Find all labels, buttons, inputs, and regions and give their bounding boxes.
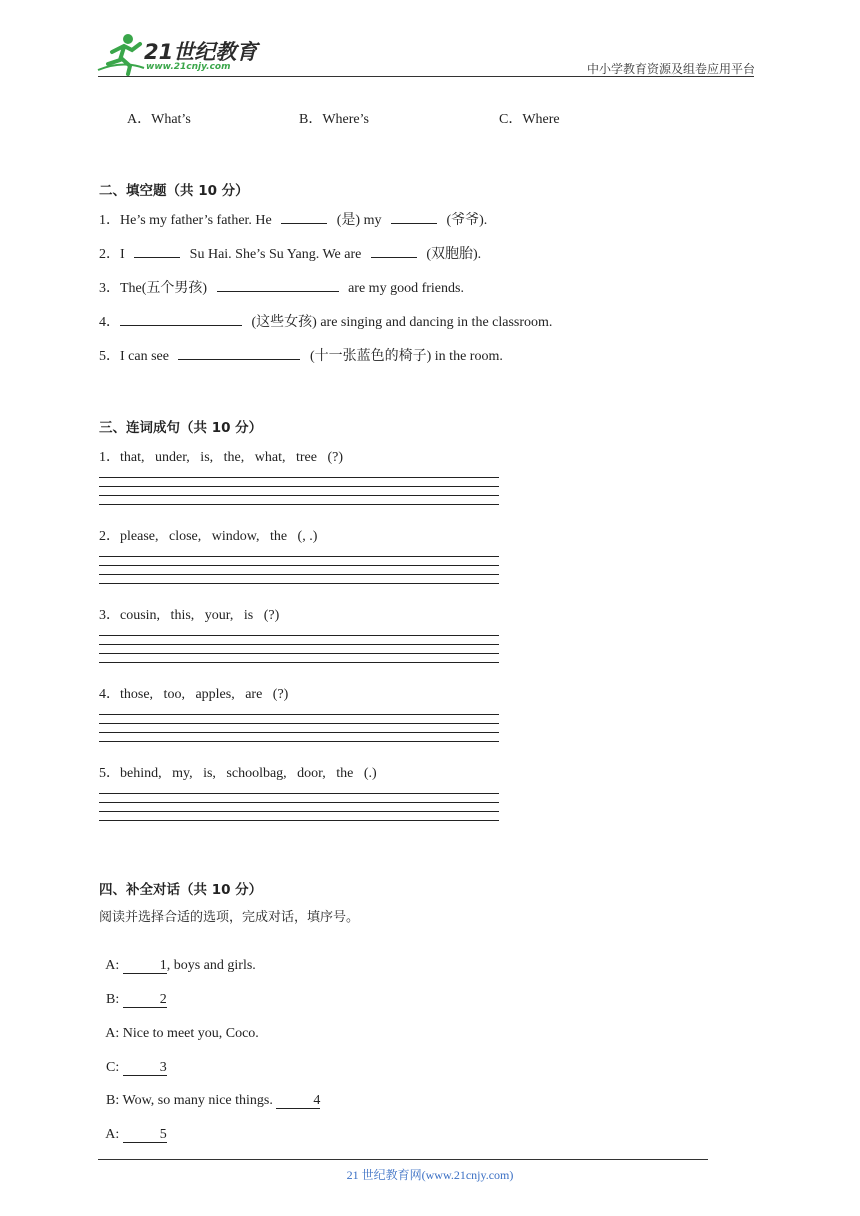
section4-title: 四、补全对话（共 10 分） <box>99 882 263 898</box>
footer-divider <box>98 1159 708 1160</box>
section3-title: 三、连词成句（共 10 分） <box>99 420 263 436</box>
q2-text-a: 2．I <box>99 247 125 262</box>
answer-blank[interactable] <box>178 347 300 360</box>
fill-question-5 <box>99 345 503 365</box>
answer-slot[interactable]: 4 <box>276 1093 320 1109</box>
q1-text-b: (是) my <box>336 213 382 228</box>
choice-a: A．What’s <box>127 112 191 127</box>
header-divider <box>98 76 754 77</box>
word-order-question-5: 5．behind, my, is, schoolbag, door, the (.) <box>99 766 377 781</box>
fill-question-4 <box>99 311 552 331</box>
q2-text-c: (双胞胎). <box>426 247 482 262</box>
dialogue-speaker: B: <box>106 992 123 1007</box>
site-logo <box>92 30 262 78</box>
word-order-question-1: 1．that, under, is, the, what, tree (?) <box>99 450 343 465</box>
answer-blank[interactable] <box>391 211 437 224</box>
dialogue-speaker: A: <box>105 1127 123 1142</box>
answer-blank[interactable] <box>134 245 180 258</box>
dialogue-line <box>99 1111 167 1143</box>
fill-question-1 <box>99 209 487 229</box>
dialogue-speaker: C: <box>106 1060 123 1075</box>
choice-c: C．Where <box>499 112 560 127</box>
q3-text-b: are my good friends. <box>348 281 464 296</box>
q1-text-a: 1．He’s my father’s father. He <box>99 213 272 228</box>
dialogue-line <box>99 942 256 974</box>
writing-lines[interactable] <box>99 635 499 671</box>
q5-text-a: 5．I can see <box>99 349 169 364</box>
section4-instruction: 阅读并选择合适的选项，完成对话，填序号。 <box>99 910 360 925</box>
dialogue-line <box>99 1077 320 1109</box>
answer-blank[interactable] <box>281 211 327 224</box>
dialogue-line <box>99 1044 167 1076</box>
q2-text-b: Su Hai. She’s Su Yang. We are <box>189 247 362 262</box>
logo-text: 21世纪教育 <box>144 40 258 64</box>
q5-text-b: (十一张蓝色的椅子) in the room. <box>309 349 503 364</box>
dialogue-text: B: Wow, so many nice things. <box>106 1093 277 1108</box>
answer-slot[interactable]: 5 <box>123 1127 167 1143</box>
answer-slot[interactable]: 1 <box>123 958 167 974</box>
writing-lines[interactable] <box>99 556 499 592</box>
word-order-question-2: 2．please, close, window, the (, .) <box>99 529 318 544</box>
answer-blank[interactable] <box>371 245 417 258</box>
answer-blank[interactable] <box>217 279 339 292</box>
answer-slot[interactable]: 2 <box>123 992 167 1008</box>
footer-link[interactable]: 21 世纪教育网(www.21cnjy.com) <box>346 1168 514 1182</box>
answer-slot[interactable]: 3 <box>123 1060 167 1076</box>
fill-question-3 <box>99 277 464 297</box>
dialogue-speaker: A: <box>105 958 123 973</box>
q3-text-a: 3．The(五个男孩) <box>99 281 208 296</box>
dialogue-text: , boys and girls. <box>166 958 256 973</box>
q1-text-c: (爷爷). <box>446 213 488 228</box>
logo-url: www.21cnjy.com <box>146 62 231 72</box>
word-order-question-3: 3．cousin, this, your, is (?) <box>99 608 280 623</box>
word-order-question-4: 4．those, too, apples, are (?) <box>99 687 289 702</box>
dialogue-text: A: Nice to meet you, Coco. <box>105 1026 259 1041</box>
q4-text-a: 4． <box>99 315 120 330</box>
section2-title: 二、填空题（共 10 分） <box>99 183 249 199</box>
writing-lines[interactable] <box>99 714 499 750</box>
writing-lines[interactable] <box>99 793 499 829</box>
choice-b: B．Where’s <box>299 112 369 127</box>
header-platform-text: 中小学教育资源及组卷应用平台 <box>586 62 755 76</box>
answer-blank[interactable] <box>120 313 242 326</box>
dialogue-line <box>99 1010 259 1042</box>
dialogue-line <box>99 976 167 1008</box>
writing-lines[interactable] <box>99 477 499 513</box>
fill-question-2 <box>99 243 481 263</box>
q4-text-b: (这些女孩) are singing and dancing in the classroom. <box>251 315 553 330</box>
